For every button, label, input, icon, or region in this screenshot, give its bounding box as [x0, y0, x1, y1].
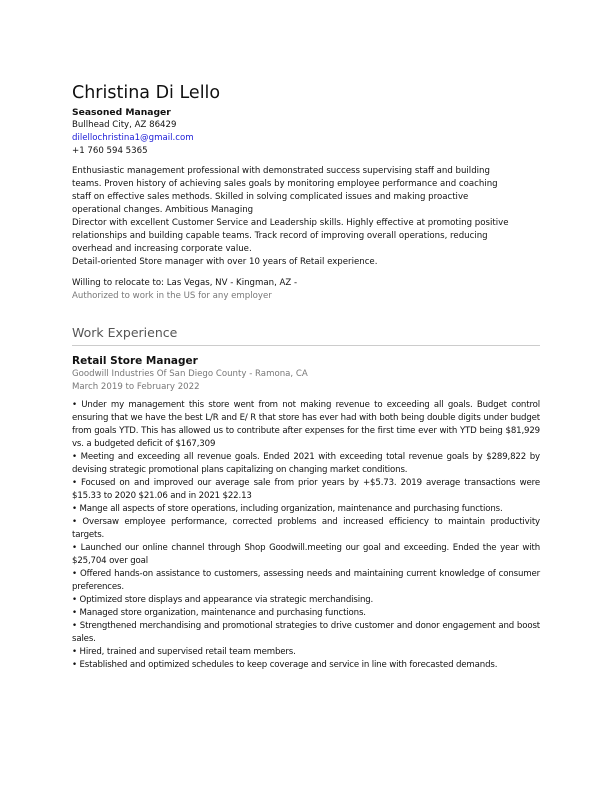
- job-title: Retail Store Manager: [72, 355, 198, 367]
- summary-line: operational changes. Ambitious Managing: [72, 205, 254, 215]
- job-entry: [72, 355, 540, 672]
- email-link[interactable]: dilellochristina1@gmail.com: [72, 133, 194, 143]
- location: Bullhead City, AZ 86429: [72, 120, 177, 130]
- job-bullet: • Hired, trained and supervised retail team members.: [72, 647, 296, 657]
- job-bullet: • Meeting and exceeding all revenue goals. Ended 2021 with exceeding total revenue goals by $289,822 by devising strategic promotional plans capitalizing on changing market conditions.: [72, 452, 540, 475]
- summary-line: staff on effective sales methods. Skilled in solving complicated issues and making proactive: [72, 192, 469, 202]
- summary-line: overhead and increasing corporate value.: [72, 244, 252, 254]
- section-heading-work-experience: Work Experience: [72, 325, 540, 346]
- summary-line: teams. Proven history of achieving sales goals by monitoring employee performance and coaching: [72, 179, 498, 189]
- phone: +1 760 594 5365: [72, 146, 148, 156]
- work-authorization: Authorized to work in the US for any employer: [72, 291, 272, 301]
- job-bullet: • Managed store organization, maintenance and purchasing functions.: [72, 608, 366, 618]
- job-bullet: • Offered hands-on assistance to customers, assessing needs and maintaining current knowledge of consumer preferences.: [72, 569, 540, 592]
- resume-page: [72, 82, 540, 672]
- job-bullet: • Optimized store displays and appearance via strategic merchandising.: [72, 595, 374, 605]
- job-company: Goodwill Industries Of San Diego County - Ramona, CA: [72, 369, 308, 379]
- summary-line: Enthusiastic management professional with demonstrated success supervising staff and building: [72, 166, 490, 176]
- job-bullet: • Strengthened merchandising and promotional strategies to drive customer and donor engagement and boost sales.: [72, 621, 540, 644]
- summary-line: relationships and building capable teams. Track record of improving overall operations, reducing: [72, 231, 488, 241]
- job-bullets: [72, 399, 540, 672]
- job-bullet: • Established and optimized schedules to keep coverage and service in line with forecasted demands.: [72, 660, 498, 670]
- summary-line: Director with excellent Customer Service and Leadership skills. Highly effective at promoting positive: [72, 218, 509, 228]
- job-bullet: • Oversaw employee performance, corrected problems and increased efficiency to maintain productivity targets.: [72, 517, 540, 540]
- job-bullet: • Launched our online channel through Shop Goodwill.meeting our goal and exceeding. Ended the year with $25,704 over goal: [72, 543, 540, 566]
- job-bullet: • Focused on and improved our average sale from prior years by +$5.73. 2019 average transactions were $15.33 to 2020 $21.06 and in 2021 $22.13: [72, 478, 540, 501]
- job-bullet: • Under my management this store went from not making revenue to exceeding all goals. Budget control ensuring that we have the best L/R and E/ R that store has ever had with both being double digits under budget from goals YTD. This has allowed us to contribute after expenses for the first time ever with YTD being $81,929 vs. a budgeted deficit of $167,309: [72, 400, 540, 449]
- relocation: Willing to relocate to: Las Vegas, NV - Kingman, AZ -: [72, 278, 298, 288]
- candidate-name: Christina Di Lello: [72, 83, 221, 103]
- headline: Seasoned Manager: [72, 107, 171, 118]
- job-dates: March 2019 to February 2022: [72, 382, 200, 392]
- summary: [72, 165, 540, 269]
- summary-line: Detail-oriented Store manager with over 10 years of Retail experience.: [72, 257, 378, 267]
- job-bullet: • Mange all aspects of store operations, including organization, maintenance and purchasing functions.: [72, 504, 503, 514]
